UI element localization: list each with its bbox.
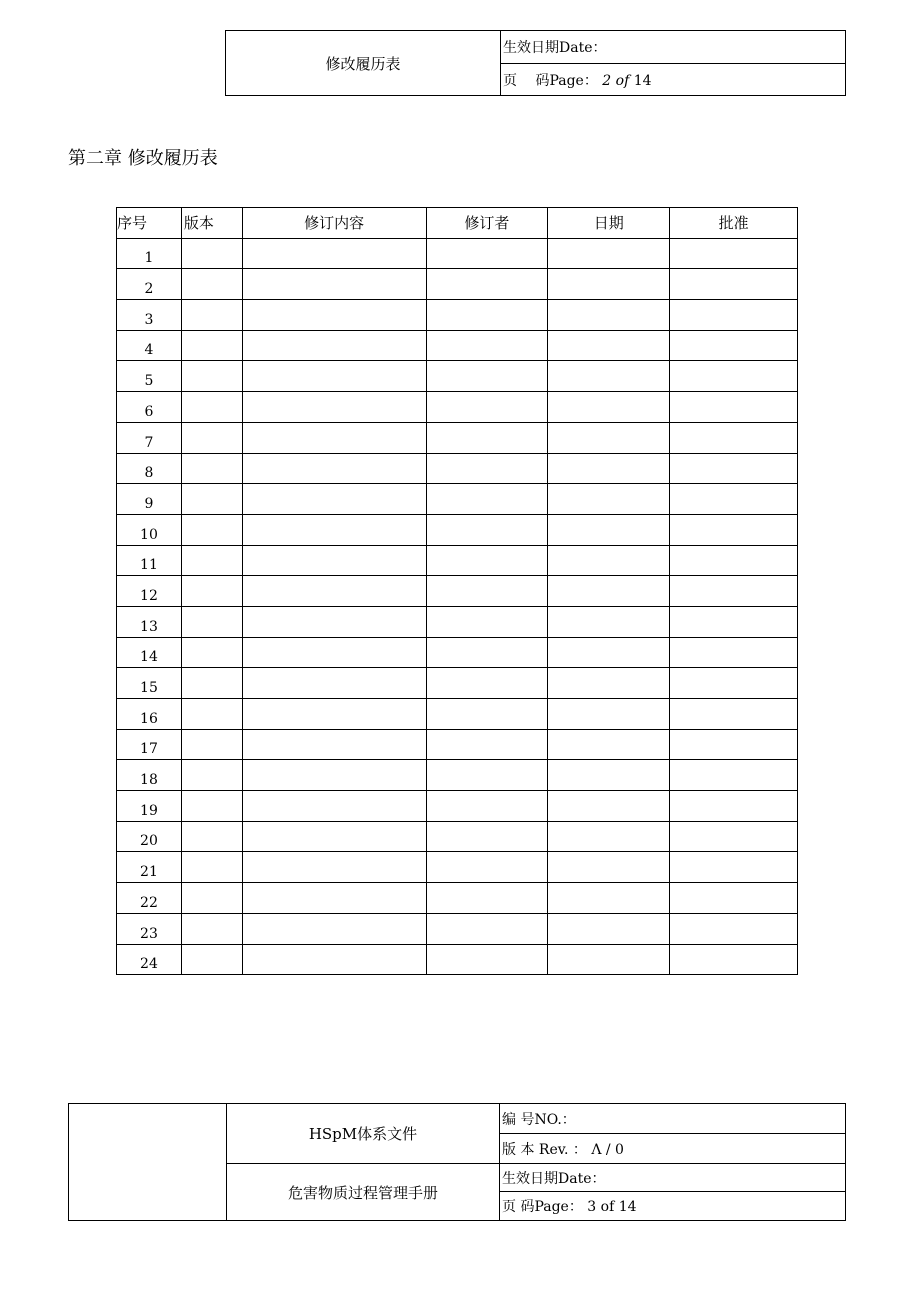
table-cell — [670, 821, 798, 852]
table-row — [117, 668, 798, 699]
table-cell — [548, 883, 670, 914]
row-number: 21 — [117, 852, 182, 883]
row-number: 9 — [117, 484, 182, 515]
table-cell — [548, 637, 670, 668]
table-cell — [548, 330, 670, 361]
table-row — [117, 821, 798, 852]
row-number: 5 — [117, 361, 182, 392]
table-cell — [548, 668, 670, 699]
table-cell — [242, 606, 426, 637]
table-cell — [548, 852, 670, 883]
table-cell — [670, 576, 798, 607]
table-cell — [181, 760, 242, 791]
table-row — [117, 330, 798, 361]
footer-page-label: 页 码Page： — [502, 1199, 583, 1215]
table-cell — [242, 637, 426, 668]
table-cell — [242, 484, 426, 515]
header-page-label: 页 码Page： — [503, 72, 598, 89]
table-row — [117, 913, 798, 944]
header-page-current: 2 — [602, 72, 612, 89]
row-number: 14 — [117, 637, 182, 668]
table-row — [117, 791, 798, 822]
table-cell — [426, 821, 548, 852]
row-number: 6 — [117, 392, 182, 423]
table-cell — [242, 883, 426, 914]
table-row — [117, 545, 798, 576]
table-cell — [242, 913, 426, 944]
table-cell — [242, 791, 426, 822]
table-cell — [181, 729, 242, 760]
table-cell — [242, 238, 426, 269]
chapter-title: 第二章 修改履历表 — [68, 148, 218, 169]
footer-effective-date: 生效日期Date： — [500, 1164, 846, 1192]
table-cell — [670, 422, 798, 453]
revision-history-table — [116, 207, 798, 975]
table-cell — [670, 913, 798, 944]
row-number: 12 — [117, 576, 182, 607]
table-row — [117, 484, 798, 515]
table-cell — [548, 361, 670, 392]
table-cell — [181, 422, 242, 453]
table-cell — [426, 300, 548, 331]
table-cell — [181, 699, 242, 730]
table-cell — [242, 576, 426, 607]
table-cell — [181, 883, 242, 914]
document-header — [225, 30, 846, 96]
table-cell — [548, 422, 670, 453]
row-number: 17 — [117, 729, 182, 760]
header-page-number — [501, 64, 846, 96]
column-header: 批准 — [670, 208, 798, 239]
table-cell — [242, 361, 426, 392]
table-cell — [181, 545, 242, 576]
table-cell — [426, 545, 548, 576]
table-cell — [670, 453, 798, 484]
footer-revision — [500, 1134, 846, 1164]
table-cell — [426, 699, 548, 730]
table-row — [117, 361, 798, 392]
table-cell — [181, 668, 242, 699]
footer-number: 编 号NO.： — [500, 1104, 846, 1134]
table-cell — [242, 422, 426, 453]
row-number: 3 — [117, 300, 182, 331]
table-row — [117, 883, 798, 914]
table-cell — [670, 852, 798, 883]
header-title: 修改履历表 — [226, 31, 501, 96]
table-cell — [548, 606, 670, 637]
table-cell — [242, 392, 426, 423]
table-cell — [426, 238, 548, 269]
table-cell — [548, 821, 670, 852]
table-cell — [670, 637, 798, 668]
table-row — [117, 300, 798, 331]
row-number: 1 — [117, 238, 182, 269]
table-cell — [670, 883, 798, 914]
table-cell — [548, 484, 670, 515]
table-cell — [181, 484, 242, 515]
table-row — [117, 699, 798, 730]
row-number: 16 — [117, 699, 182, 730]
footer-manual-title: 危害物质过程管理手册 — [227, 1164, 500, 1221]
header-page-total: 14 — [633, 72, 652, 89]
table-cell — [426, 791, 548, 822]
table-cell — [181, 330, 242, 361]
table-cell — [181, 576, 242, 607]
row-number: 4 — [117, 330, 182, 361]
table-cell — [242, 668, 426, 699]
table-cell — [181, 392, 242, 423]
table-cell — [242, 699, 426, 730]
footer-system-doc: HSpM体系文件 — [227, 1104, 500, 1164]
column-header: 版本 — [181, 208, 242, 239]
table-cell — [548, 392, 670, 423]
table-cell — [426, 760, 548, 791]
table-cell — [242, 269, 426, 300]
table-cell — [426, 637, 548, 668]
table-cell — [548, 269, 670, 300]
table-row — [117, 269, 798, 300]
table-row — [117, 606, 798, 637]
table-cell — [670, 606, 798, 637]
column-header: 修订者 — [426, 208, 548, 239]
table-cell — [548, 791, 670, 822]
table-cell — [426, 852, 548, 883]
table-cell — [426, 883, 548, 914]
table-cell — [426, 944, 548, 975]
table-cell — [426, 422, 548, 453]
table-cell — [670, 392, 798, 423]
table-cell — [670, 944, 798, 975]
table-cell — [670, 330, 798, 361]
table-cell — [548, 944, 670, 975]
table-cell — [548, 729, 670, 760]
table-cell — [242, 300, 426, 331]
header-effective-date: 生效日期Date： — [501, 31, 846, 64]
footer-page-number — [500, 1192, 846, 1221]
table-cell — [548, 238, 670, 269]
table-row — [117, 453, 798, 484]
footer-page-value: 3 of 14 — [587, 1199, 637, 1215]
table-row — [117, 238, 798, 269]
table-row — [117, 729, 798, 760]
table-cell — [670, 484, 798, 515]
footer-revision-label: 版 本 Rev. ： — [502, 1141, 587, 1158]
table-cell — [548, 576, 670, 607]
table-row — [117, 637, 798, 668]
table-cell — [548, 760, 670, 791]
table-cell — [181, 300, 242, 331]
row-number: 10 — [117, 514, 182, 545]
table-cell — [242, 729, 426, 760]
table-cell — [670, 729, 798, 760]
column-header: 序号 — [117, 208, 182, 239]
table-cell — [426, 484, 548, 515]
column-header: 修订内容 — [242, 208, 426, 239]
table-cell — [181, 852, 242, 883]
table-cell — [181, 606, 242, 637]
table-cell — [242, 760, 426, 791]
table-cell — [670, 300, 798, 331]
row-number: 8 — [117, 453, 182, 484]
table-row — [117, 422, 798, 453]
table-cell — [426, 453, 548, 484]
row-number: 13 — [117, 606, 182, 637]
table-cell — [670, 545, 798, 576]
table-cell — [426, 729, 548, 760]
table-cell — [181, 453, 242, 484]
table-cell — [548, 913, 670, 944]
row-number: 23 — [117, 913, 182, 944]
document-footer — [68, 1103, 846, 1221]
table-cell — [426, 392, 548, 423]
table-cell — [242, 852, 426, 883]
table-cell — [548, 699, 670, 730]
table-cell — [181, 361, 242, 392]
table-cell — [181, 944, 242, 975]
table-cell — [242, 453, 426, 484]
table-row — [117, 392, 798, 423]
table-cell — [181, 514, 242, 545]
table-cell — [670, 361, 798, 392]
table-cell — [426, 330, 548, 361]
table-cell — [181, 913, 242, 944]
table-cell — [548, 545, 670, 576]
row-number: 15 — [117, 668, 182, 699]
column-header: 日期 — [548, 208, 670, 239]
table-cell — [670, 791, 798, 822]
table-cell — [242, 821, 426, 852]
table-cell — [670, 238, 798, 269]
table-cell — [426, 361, 548, 392]
table-cell — [242, 514, 426, 545]
table-cell — [426, 913, 548, 944]
table-row — [117, 852, 798, 883]
table-row — [117, 576, 798, 607]
table-cell — [548, 514, 670, 545]
table-cell — [426, 668, 548, 699]
table-cell — [242, 330, 426, 361]
table-cell — [670, 699, 798, 730]
table-row — [117, 944, 798, 975]
table-cell — [426, 576, 548, 607]
row-number: 18 — [117, 760, 182, 791]
table-cell — [181, 269, 242, 300]
table-cell — [426, 606, 548, 637]
table-cell — [670, 514, 798, 545]
table-cell — [670, 668, 798, 699]
row-number: 19 — [117, 791, 182, 822]
table-cell — [242, 944, 426, 975]
table-cell — [181, 821, 242, 852]
row-number: 2 — [117, 269, 182, 300]
header-page-of: of — [615, 72, 630, 89]
footer-revision-value: Λ / 0 — [591, 1141, 624, 1158]
table-cell — [426, 269, 548, 300]
table-cell — [181, 637, 242, 668]
row-number: 24 — [117, 944, 182, 975]
row-number: 7 — [117, 422, 182, 453]
table-cell — [242, 545, 426, 576]
table-cell — [181, 238, 242, 269]
table-header-row — [117, 208, 798, 239]
table-row — [117, 760, 798, 791]
table-cell — [548, 300, 670, 331]
row-number: 11 — [117, 545, 182, 576]
table-row — [117, 514, 798, 545]
table-cell — [426, 514, 548, 545]
row-number: 22 — [117, 883, 182, 914]
table-cell — [670, 760, 798, 791]
table-cell — [670, 269, 798, 300]
row-number: 20 — [117, 821, 182, 852]
table-cell — [181, 791, 242, 822]
logo-area — [69, 1104, 227, 1221]
table-cell — [548, 453, 670, 484]
